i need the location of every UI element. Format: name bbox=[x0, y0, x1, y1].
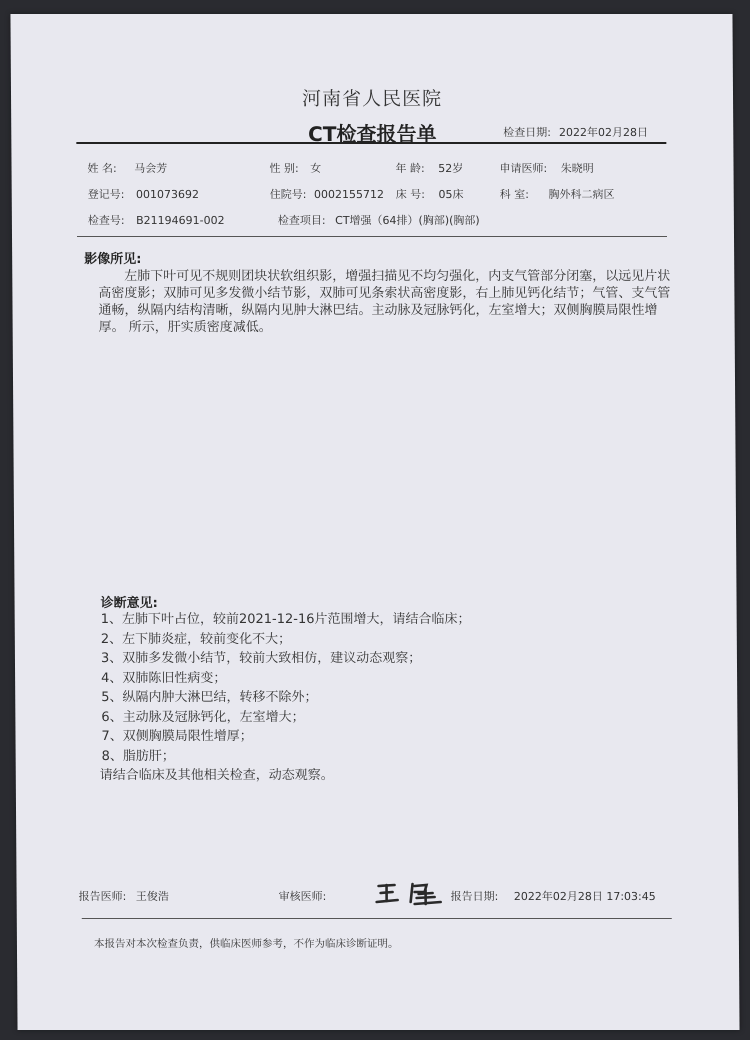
exam-date bbox=[503, 124, 648, 140]
exam-no-field bbox=[88, 212, 225, 228]
doctor-field bbox=[499, 160, 593, 176]
diagnosis-item: 6、主动脉及冠脉钙化，左室增大； bbox=[101, 709, 305, 725]
report-title: CT检查报告单 bbox=[308, 122, 437, 146]
name-value: 马会芳 bbox=[134, 162, 168, 175]
age-label: 年 龄: bbox=[395, 162, 425, 175]
diagnosis-item: 7、双侧胸膜局限性增厚； bbox=[101, 729, 253, 744]
dept-value: 胸外科二病区 bbox=[548, 188, 615, 201]
reg-value: 001073692 bbox=[135, 188, 199, 201]
admission-label: 住院号: bbox=[269, 188, 307, 201]
report-date-field bbox=[451, 888, 656, 904]
doctor-value: 朱晓明 bbox=[560, 162, 594, 175]
admission-field bbox=[270, 186, 384, 202]
diagnosis-heading: 诊断意见: bbox=[100, 596, 158, 611]
exam-date-value: 2022年02月28日 bbox=[558, 126, 649, 139]
sex-field bbox=[269, 160, 321, 176]
age-value: 52岁 bbox=[438, 162, 464, 175]
doctor-label: 申请医师: bbox=[499, 162, 548, 175]
findings-body bbox=[98, 268, 678, 336]
exam-no-value: B21194691-002 bbox=[136, 214, 225, 227]
reporter-label: 报告医师: bbox=[78, 890, 127, 903]
name-label: 姓 名: bbox=[87, 162, 117, 175]
diagnosis-item: 5、纵隔内肿大淋巴结，转移不除外； bbox=[101, 690, 318, 705]
sex-value: 女 bbox=[310, 162, 322, 175]
report-date-label: 报告日期: bbox=[450, 890, 499, 903]
reporter-value: 王俊浩 bbox=[135, 890, 169, 903]
diagnosis-item: 1、左肺下叶占位，较前2021-12-16片范围增大，请结合临床； bbox=[100, 612, 471, 627]
reg-field bbox=[88, 186, 199, 202]
name-field bbox=[87, 160, 167, 176]
exam-item-field bbox=[278, 212, 480, 228]
diagnosis-item: 8、脂肪肝； bbox=[101, 748, 175, 764]
bed-field bbox=[396, 186, 464, 202]
diagnosis-item: 2、左下肺炎症，较前变化不大； bbox=[100, 631, 292, 647]
exam-date-label: 检查日期: bbox=[503, 126, 552, 139]
age-field bbox=[395, 160, 463, 176]
diagnosis-list bbox=[101, 610, 662, 786]
dept-label: 科 室: bbox=[499, 188, 529, 201]
diagnosis-note: 请结合临床及其他相关检查，动态观察。 bbox=[99, 768, 334, 783]
reviewer-field bbox=[279, 888, 327, 904]
admission-value: 0002155712 bbox=[313, 188, 384, 201]
exam-item-label: 检查项目: bbox=[277, 214, 326, 227]
footer-divider bbox=[82, 918, 672, 919]
reg-label: 登记号: bbox=[87, 188, 125, 201]
exam-no-label: 检查号: bbox=[87, 214, 125, 227]
hospital-name: 河南省人民医院 bbox=[301, 88, 443, 110]
dept-field bbox=[500, 186, 615, 202]
reporter-field bbox=[79, 888, 169, 904]
reviewer-signature bbox=[374, 880, 446, 906]
header-divider bbox=[76, 142, 666, 144]
findings-text: 左肺下叶可见不规则团块状软组织影，增强扫描见不均匀强化，内支气管部分闭塞，以远见片状高密度影；双肺可见多发微小结节影，双肺可见条索状高密度影，右上肺见钙化结节；气管、支气管通畅，纵隔内结构清晰，纵隔内见肿大淋巴结。主动脉及冠脉钙化，左室增大；双侧胸膜局限性增厚。 所示，肝实质密度减低。 bbox=[98, 269, 671, 335]
sex-label: 性 别: bbox=[269, 162, 299, 175]
findings-heading: 影像所见: bbox=[84, 252, 142, 267]
disclaimer: 本报告对本次检查负责，供临床医师参考，不作为临床诊断证明。 bbox=[93, 938, 399, 950]
report-date-value: 2022年02月28日 17:03:45 bbox=[513, 890, 656, 903]
exam-item-value: CT增强（64排）(胸部)(胸部) bbox=[335, 214, 480, 227]
diagnosis-item: 4、双肺陈旧性病变； bbox=[101, 670, 227, 686]
bed-label: 床 号: bbox=[395, 188, 425, 201]
info-divider bbox=[77, 236, 667, 237]
diagnosis-item: 3、双肺多发微小结节，较前大致相仿，建议动态观察； bbox=[100, 651, 422, 666]
reviewer-label: 审核医师: bbox=[278, 890, 327, 903]
report-sheet bbox=[10, 14, 739, 1030]
bed-value: 05床 bbox=[438, 188, 464, 201]
